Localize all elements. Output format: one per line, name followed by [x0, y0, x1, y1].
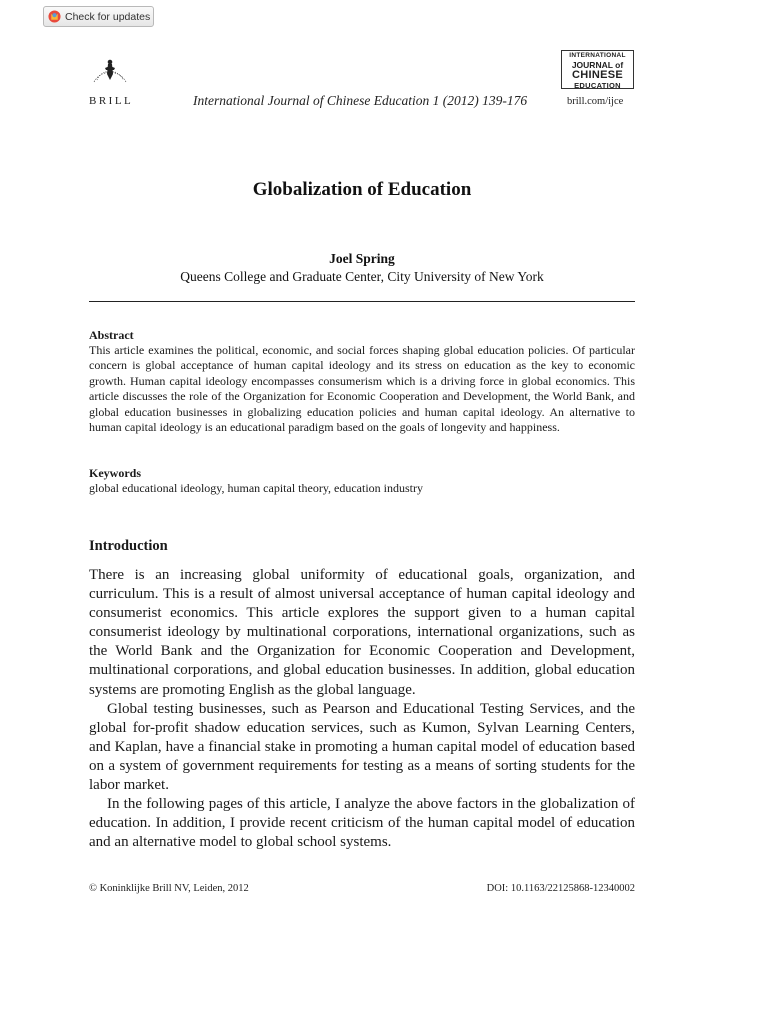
publisher-name: BRILL [89, 95, 134, 107]
paragraph: In the following pages of this article, I analyze the above factors in the globalization of education. In addition, I provide recent criticism of the human capital model of education and an alternative model to global school systems. [89, 796, 635, 851]
doi[interactable]: DOI: 10.1163/22125868-12340002 [486, 883, 635, 894]
keywords-heading: Keywords [89, 466, 141, 480]
check-for-updates-label: Check for updates [65, 10, 151, 23]
check-for-updates-button[interactable] [43, 6, 154, 27]
brill-logo [88, 52, 132, 88]
crossmark-icon [48, 10, 61, 23]
paragraph: There is an increasing global uniformity of educational goals, organization, and curriculum. This is a result of almost universal acceptance of human capital ideology and consumerist economics. This article explores the support given to a human capital consumerist ideology by multinational corporations, international organizations, such as the World Bank and the Organization for Economic Cooperation and Development, multinational corporations, and global education businesses. In addition, global education systems are promoting English as the global language. [89, 567, 635, 698]
body-text [89, 566, 635, 852]
journal-citation: International Journal of Chinese Education 1 (2012) 139-176 [193, 93, 528, 108]
journal-logo-line4: EDUCATION [574, 81, 621, 90]
journal-logo-line1: INTERNATIONAL [569, 52, 626, 59]
section-heading: Introduction [89, 538, 168, 554]
divider [89, 301, 635, 302]
paragraph: Global testing businesses, such as Pearson and Educational Testing Services, and the global for-profit shadow education services, such as Kumon, Sylvan Learning Centers, and Kaplan, have a financial stake in promoting a human capital model of education based on a system of government requirements for testing as a means of sorting students for the labor market. [89, 700, 635, 794]
author-affiliation: Queens College and Graduate Center, City University of New York [180, 269, 544, 284]
journal-logo-line3: CHINESE [572, 69, 623, 81]
article-title: Globalization of Education [252, 179, 472, 200]
author-name: Joel Spring [329, 251, 395, 266]
journal-logo-line2: JOURNAL of [571, 59, 624, 70]
abstract-heading: Abstract [89, 328, 134, 342]
abstract-text: This article examines the political, economic, and social forces shaping global education policies. Of particular concern is global acceptance of human capital ideology and its stress on education as the key to economic growth. Human capital ideology encompasses consumerism which is a driving force in global economics. This article discusses the role of the Organization for Economic Cooperation and Development, the World Bank, and global education businesses in globalizing education policies and human capital ideology. An alternative to human capital ideology is an educational paradigm based on the goals of longevity and happiness. [89, 343, 635, 435]
copyright-notice: © Koninklijke Brill NV, Leiden, 2012 [89, 883, 249, 894]
keywords-text: global educational ideology, human capital theory, education industry [89, 481, 424, 495]
journal-logo [561, 50, 634, 89]
journal-url[interactable]: brill.com/ijce [567, 96, 624, 107]
